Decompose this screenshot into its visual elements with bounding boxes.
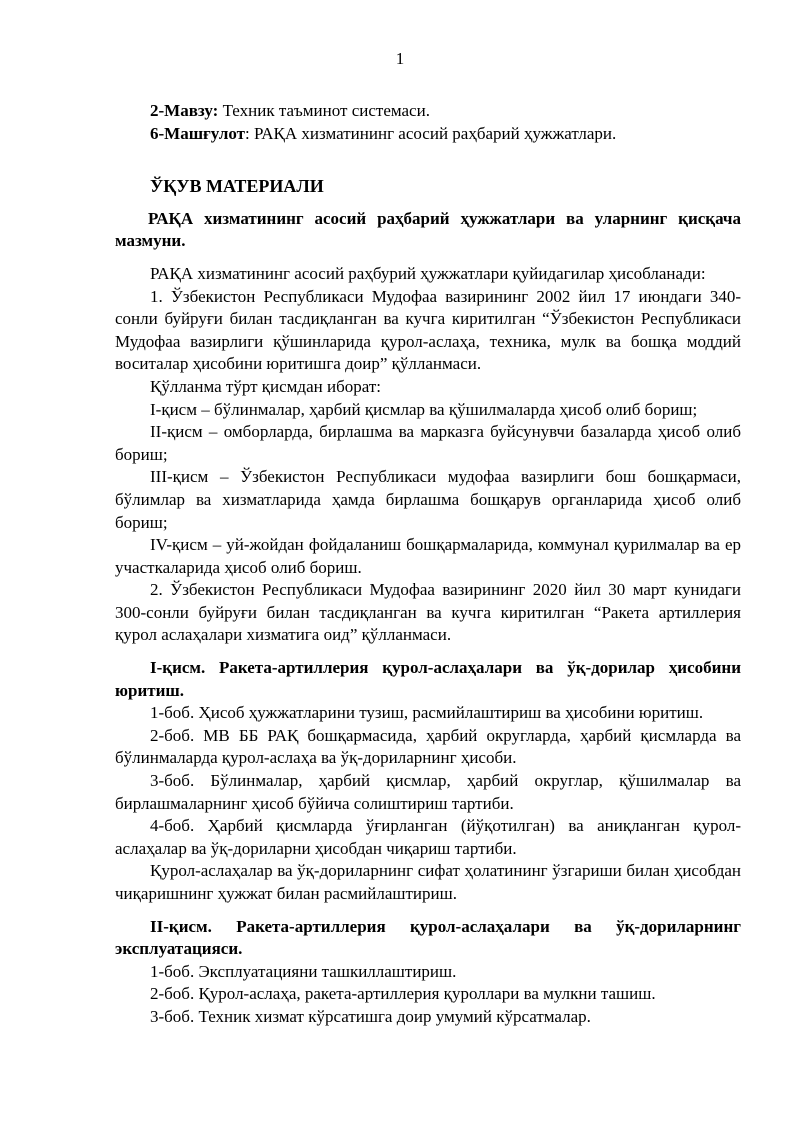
part1-item: Қурол-аслаҳалар ва ўқ-дориларнинг сифат ҳолатининг ўзгариши билан ҳисобдан чиқаришнинг ҳужжат билан расмийлаштириш.: [115, 861, 741, 903]
paragraph: 1. Ўзбекистон Республикаси Мудофаа вазирининг 2002 йил 17 июндаги 340-сонли буйруғи билан тасдиқланган ва кучга киритилган “Ўзбекистон Республикаси Мудофаа вазирлиги қўшинларида қурол-аслаҳа, техника, мулк ва бошқа моддий воситалар ҳисобини юритишга доир” қўлланмаси.: [115, 286, 741, 374]
lesson-line: [115, 123, 741, 146]
part1-item: 2-боб. МВ ББ РАҚ бошқармасида, ҳарбий округларда, ҳарбий қисмларда ва бўлинмаларда қурол-аслаҳа ва ўқ-дориларнинг ҳисоби.: [115, 725, 741, 768]
part1-item: 4-боб. Ҳарбий қисмларда ўғирланган (йўқотилган) ва аниқланган қурол-аслаҳалар ва ўқ-дориларни ҳисобдан чиқариш тартиби.: [115, 816, 741, 858]
paragraph: Қўлланма тўрт қисмдан иборат:: [150, 376, 381, 396]
part2-item: 2-боб. Қурол-аслаҳа, ракета-артиллерия қуроллари ва мулкни ташиш.: [150, 984, 656, 1004]
subtitle: РАҚА хизматининг асосий раҳбарий ҳужжатлари ва уларнинг қисқача мазмуни.: [115, 208, 741, 251]
part2-item: 3-боб. Техник хизмат кўрсатишга доир умумий кўрсатмалар.: [150, 1006, 591, 1026]
part2-heading: II-қисм. Ракета-артиллерия қурол-аслаҳалари ва ўқ-дориларнинг эксплуатацияси.: [115, 916, 741, 959]
part1-item: 3-боб. Бўлинмалар, ҳарбий қисмлар, ҳарбий округлар, қўшилмалар ва бирлашмаларнинг ҳисоб бўйича солиштириш тартиби.: [115, 771, 741, 813]
paragraph: 2. Ўзбекистон Республикаси Мудофаа вазирининг 2020 йил 30 март кунидаги 300-сонли буйруғи билан тасдиқланган ва кучга киритилган “Ракета артиллерия қурол аслаҳалари хизматига оид” қўлланмаси.: [115, 580, 741, 645]
lesson-text: : РАҚА хизматининг асосий раҳбарий ҳужжатлари.: [245, 123, 617, 143]
topic-line: [115, 100, 741, 123]
paragraph: IV-қисм – уй-жойдан фойдаланиш бошқармаларида, коммунал қурилмалар ва ер участкаларида ҳисоб олиб бориш.: [115, 535, 741, 577]
part1-heading: I-қисм. Ракета-артиллерия қурол-аслаҳалари ва ўқ-дорилар ҳисобини юритиш.: [115, 658, 741, 700]
paragraph: II-қисм – омборларда, бирлашма ва марказга буйсунувчи базаларда ҳисоб олиб бориш;: [115, 422, 741, 464]
topic-text: Техник таъминот системаси.: [218, 101, 430, 120]
document-body: [115, 100, 741, 1029]
topic-label: 2-Мавзу:: [150, 101, 219, 120]
part2-item: 1-боб. Эксплуатацияни ташкиллаштириш.: [150, 961, 457, 981]
part1-item: 1-боб. Ҳисоб ҳужжатларини тузиш, расмийлаштириш ва ҳисобини юритиш.: [150, 703, 704, 723]
page-number: 1: [395, 49, 405, 68]
section-title: ЎҚУВ МАТЕРИАЛИ: [150, 176, 324, 197]
lesson-label: 6-Машғулот: [150, 123, 246, 143]
paragraph: I-қисм – бўлинмалар, ҳарбий қисмлар ва қўшилмаларда ҳисоб олиб бориш;: [150, 399, 698, 419]
paragraph: III-қисм – Ўзбекистон Республикаси мудофаа вазирлиги бош бошқармаси, бўлимлар ва хизматларида ҳамда бирлашма бошқарув органларида ҳисоб олиб бориш;: [115, 467, 741, 532]
paragraph: РАҚА хизматининг асосий раҳбурий ҳужжатлари қуйидагилар ҳисобланади:: [150, 263, 706, 283]
